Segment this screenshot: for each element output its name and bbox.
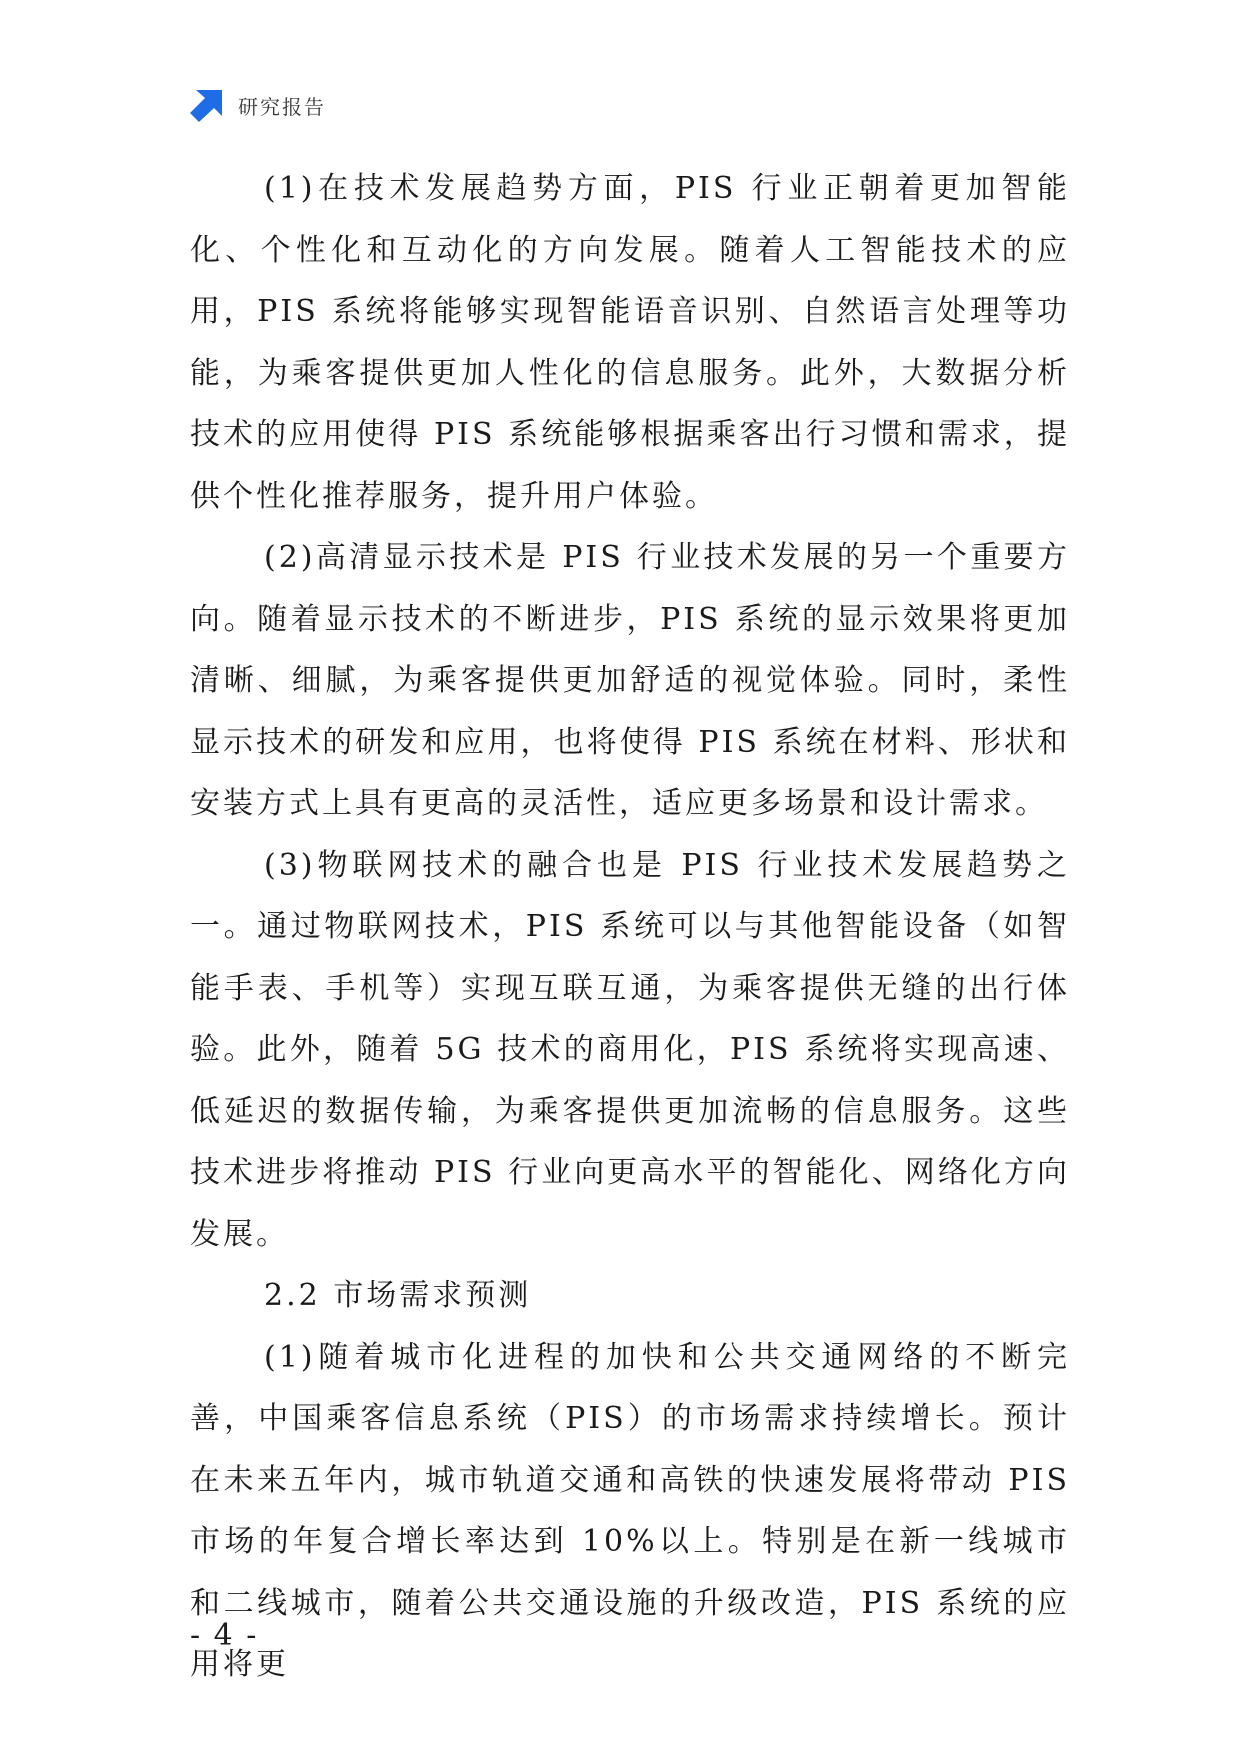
paragraph-market-demand: (1)随着城市化进程的加快和公共交通网络的不断完善，中国乘客信息系统（PIS）的市场需求持续增长。预计在未来五年内，城市轨道交通和高铁的快速发展将带动 PIS 市场的年复合增长率达到 10%以上。特别是在新一线城市和二线城市，随着公共交通设施的升级改造，PIS 系统的应用将更 <box>190 1339 1070 1682</box>
arrow-up-right-icon <box>190 88 224 122</box>
report-header <box>190 88 326 122</box>
document-body <box>190 158 1070 1696</box>
paragraph-hd-display: (2)高清显示技术是 PIS 行业技术发展的另一个重要方向。随着显示技术的不断进步，PIS 系统的显示效果将更加清晰、细腻，为乘客提供更加舒适的视觉体验。同时，柔性显示技术的研发和应用，也将使得 PIS 系统在材料、形状和安装方式上具有更高的灵活性，适应更多场景和设计需求。 <box>190 540 1070 821</box>
header-title: 研究报告 <box>238 94 326 119</box>
paragraph-iot: (3)物联网技术的融合也是 PIS 行业技术发展趋势之一。通过物联网技术，PIS 系统可以与其他智能设备（如智能手表、手机等）实现互联互通，为乘客提供无缝的出行体验。此外，随着 5G 技术的商用化，PIS 系统将实现高速、低延迟的数据传输，为乘客提供更加流畅的信息服务。这些技术进步将推动 PIS 行业向更高水平的智能化、网络化方向发展。 <box>190 847 1070 1252</box>
page-number: - 4 - <box>190 1618 259 1653</box>
paragraph-tech-trend: (1)在技术发展趋势方面，PIS 行业正朝着更加智能化、个性化和互动化的方向发展。随着人工智能技术的应用，PIS 系统将能够实现智能语音识别、自然语言处理等功能，为乘客提供更加人性化的信息服务。此外，大数据分析技术的应用使得 PIS 系统能够根据乘客出行习惯和需求，提供个性化推荐服务，提升用户体验。 <box>190 171 1070 514</box>
section-heading: 2.2 市场需求预测 <box>264 1278 532 1313</box>
